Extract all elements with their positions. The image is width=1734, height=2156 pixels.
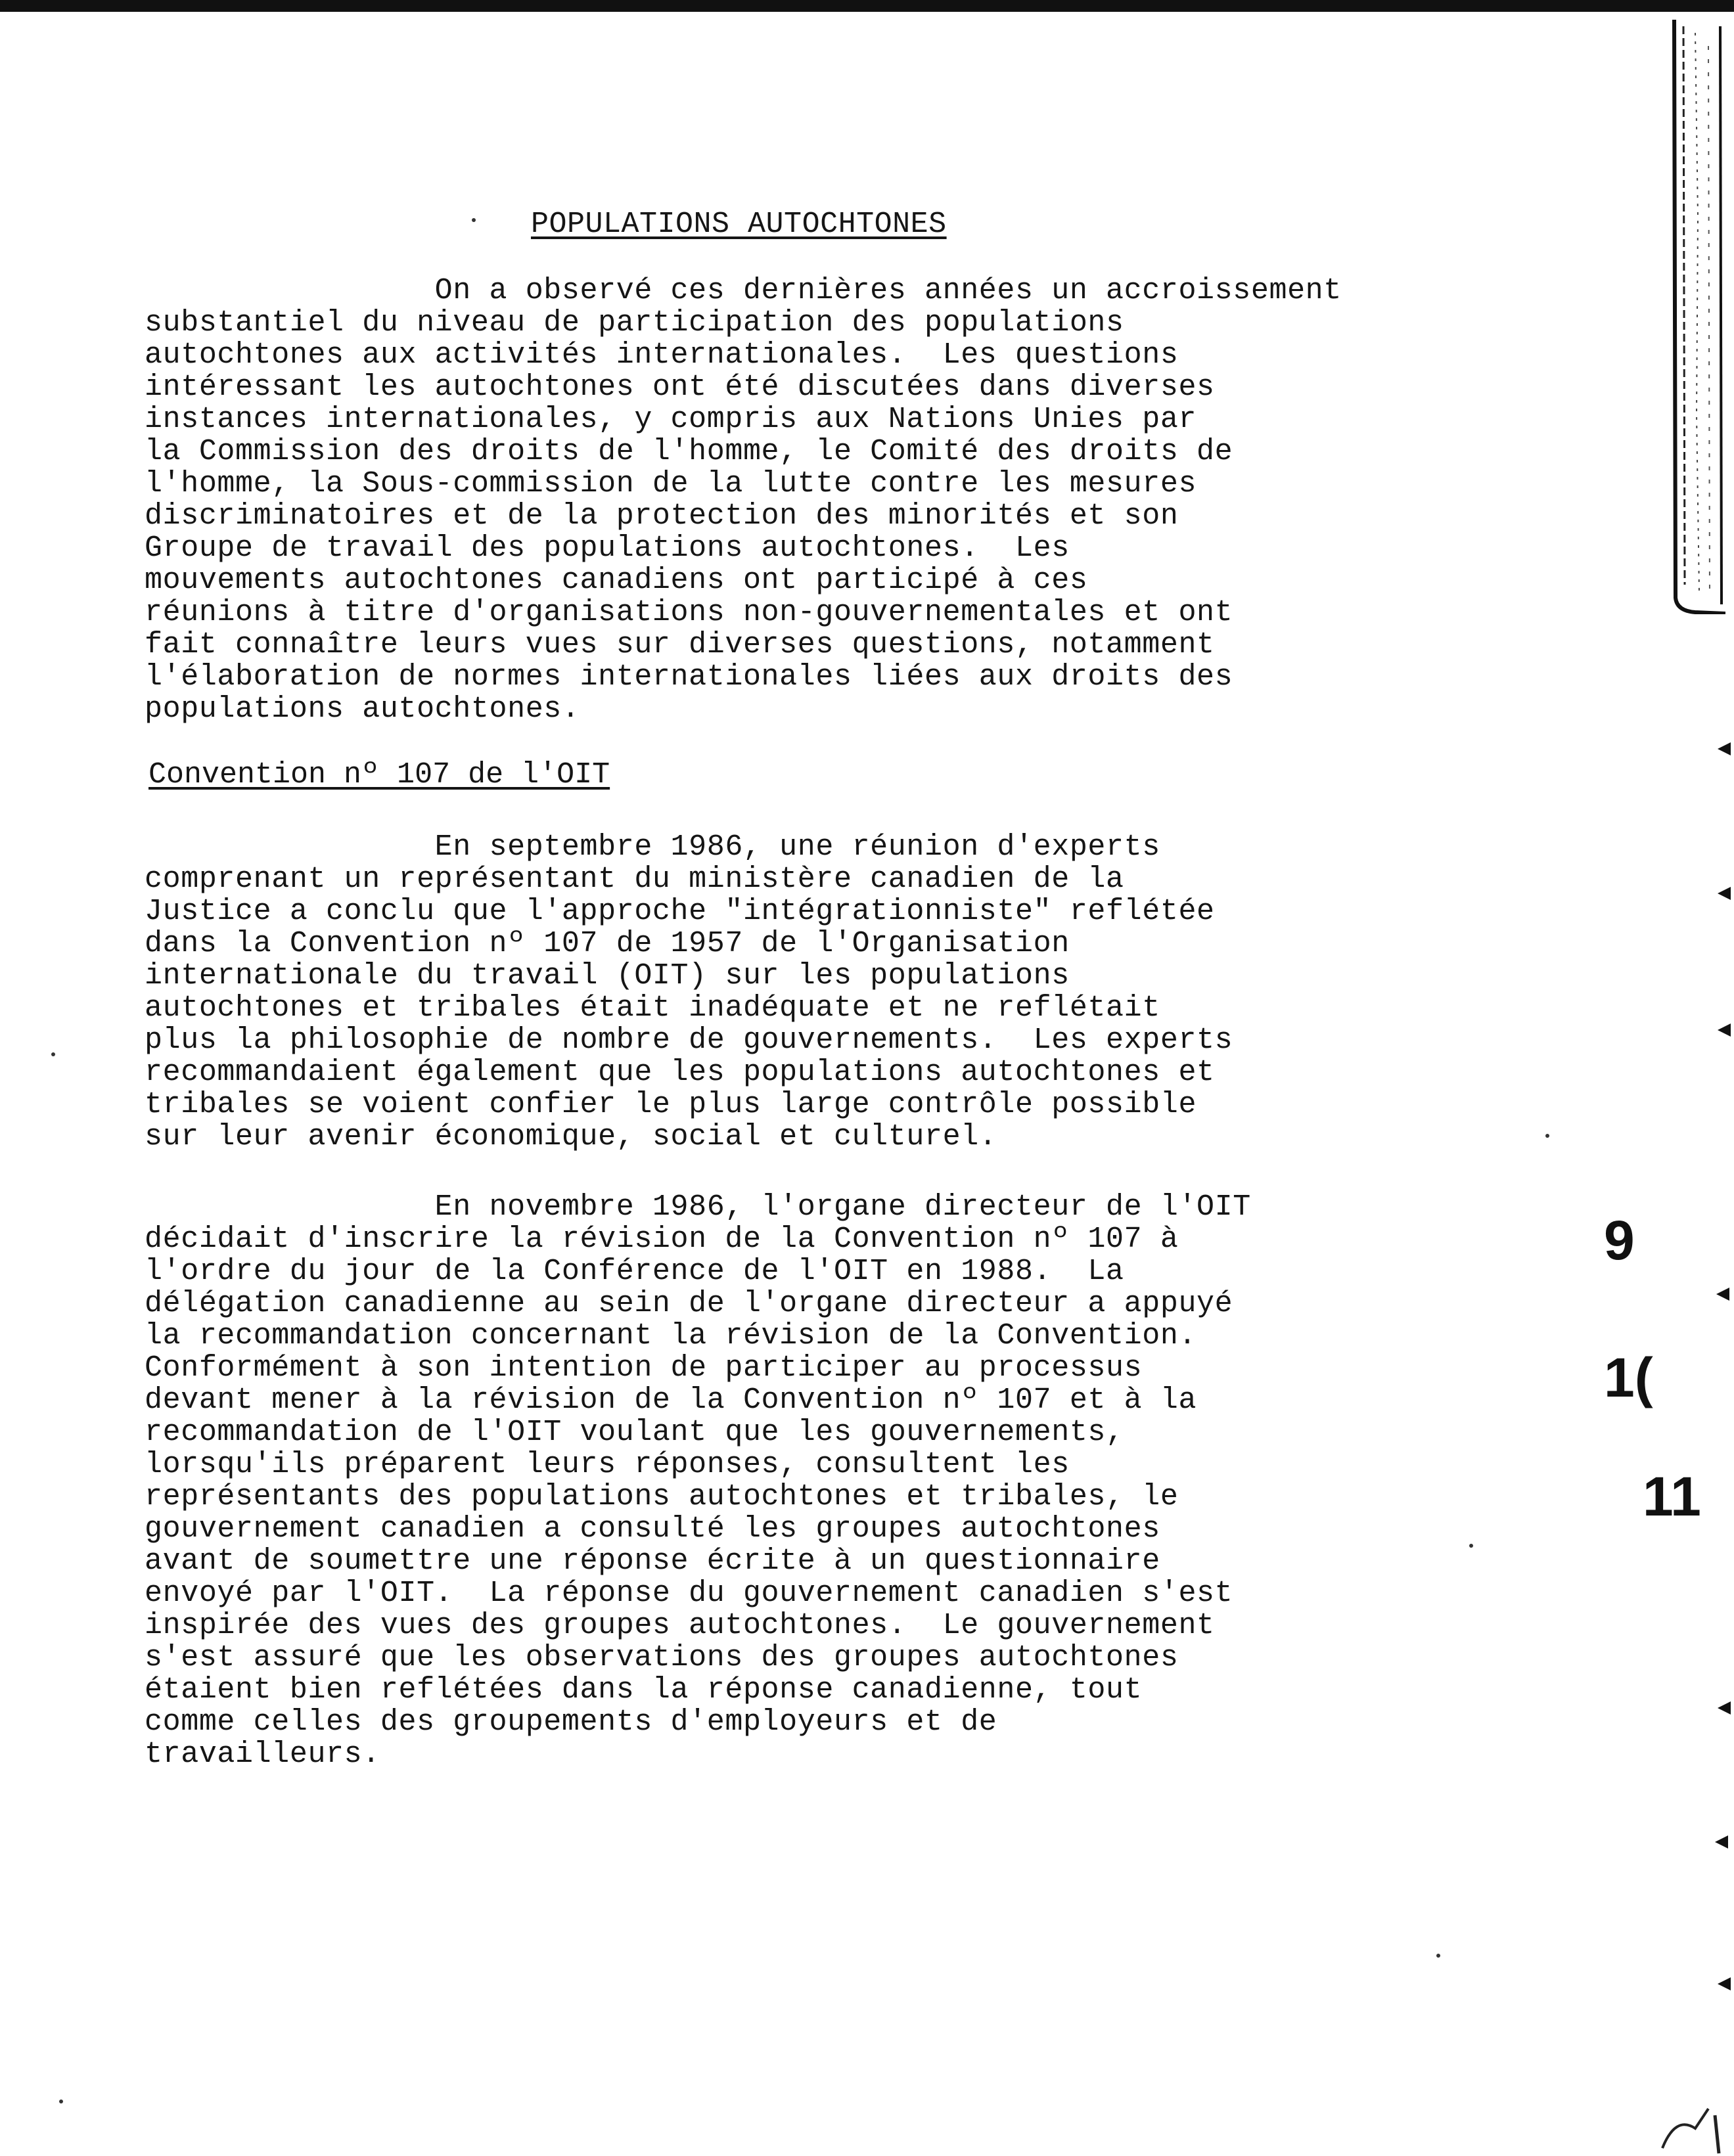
section-paragraph-2 — [145, 1191, 1251, 1770]
text-line: l'ordre du jour de la Conférence de l'OIT en 1988. La — [145, 1255, 1124, 1288]
text-line: travailleurs. — [145, 1738, 380, 1771]
text-line: tribales se voient confier le plus large contrôle possible — [145, 1088, 1197, 1121]
text-line: On a observé ces dernières années un accroissement — [145, 274, 1342, 307]
text-line: internationale du travail (OIT) sur les populations — [145, 959, 1070, 993]
text-line: discriminatoires et de la protection des minorités et son — [145, 499, 1179, 533]
text-line: comprenant un représentant du ministère canadien de la — [145, 863, 1124, 896]
scan-edge-arrow-icon — [1718, 742, 1731, 755]
text-line: recommandaient également que les populations autochtones et — [145, 1056, 1215, 1089]
text-line: avant de soumettre une réponse écrite à un questionnaire — [145, 1544, 1160, 1578]
text-line: devant mener à la révision de la Convention nº 107 et à la — [145, 1383, 1197, 1417]
text-line: autochtones et tribales était inadéquate et ne reflétait — [145, 991, 1160, 1025]
intro-paragraph — [145, 275, 1342, 725]
text-line: Groupe de travail des populations autochtones. Les — [145, 531, 1070, 565]
text-line: dans la Convention nº 107 de 1957 de l'Organisation — [145, 927, 1070, 960]
text-line: l'homme, la Sous-commission de la lutte contre les mesures — [145, 467, 1197, 501]
text-line: instances internationales, y compris aux Nations Unies par — [145, 403, 1197, 436]
scan-speck — [1436, 1954, 1440, 1958]
text-line: populations autochtones. — [145, 692, 580, 726]
text-line: substantiel du niveau de participation des populations — [145, 306, 1124, 340]
text-line: En septembre 1986, une réunion d'experts — [145, 830, 1160, 864]
text-line: recommandation de l'OIT voulant que les gouvernements, — [145, 1416, 1124, 1449]
scan-speck — [472, 218, 476, 222]
scan-edge-arrow-icon — [1716, 1288, 1729, 1301]
margin-marker-9: 9 — [1604, 1209, 1635, 1271]
section-paragraph-1 — [145, 831, 1233, 1153]
scan-edge-arrow-icon — [1718, 1023, 1731, 1037]
scan-speck — [59, 2100, 63, 2103]
section-heading: Convention nº 107 de l'OIT — [148, 758, 610, 792]
text-line: autochtones aux activités internationales. Les questions — [145, 338, 1179, 372]
text-line: s'est assuré que les observations des groupes autochtones — [145, 1641, 1179, 1674]
text-line: fait connaître leurs vues sur diverses questions, notamment — [145, 628, 1215, 662]
text-line: étaient bien reflétées dans la réponse canadienne, tout — [145, 1673, 1143, 1707]
text-line: En novembre 1986, l'organe directeur de l'OIT — [145, 1190, 1251, 1224]
margin-marker-10: 1( — [1604, 1347, 1653, 1408]
text-line: représentants des populations autochtones et tribales, le — [145, 1480, 1179, 1514]
scan-top-border — [0, 0, 1734, 12]
scan-speck — [1469, 1544, 1473, 1548]
text-line: gouvernement canadien a consulté les groupes autochtones — [145, 1512, 1160, 1546]
text-line: la recommandation concernant la révision de la Convention. — [145, 1319, 1197, 1353]
text-line: comme celles des groupements d'employeurs et de — [145, 1705, 997, 1739]
margin-marker-11: 11 — [1643, 1466, 1701, 1527]
scan-edge-arrow-icon — [1718, 1977, 1731, 1990]
scan-corner-mark — [1656, 2102, 1728, 2155]
text-line: intéressant les autochtones ont été discutées dans diverses — [145, 371, 1215, 404]
scan-edge-arrow-icon — [1718, 887, 1731, 900]
text-line: mouvements autochtones canadiens ont participé à ces — [145, 564, 1088, 597]
text-line: décidait d'inscrire la révision de la Convention nº 107 à — [145, 1223, 1179, 1256]
scan-speck — [51, 1052, 55, 1056]
text-line: Conformément à son intention de participer au processus — [145, 1351, 1143, 1385]
text-line: lorsqu'ils préparent leurs réponses, consultent les — [145, 1448, 1070, 1481]
text-line: la Commission des droits de l'homme, le Comité des droits de — [145, 435, 1233, 468]
text-line: délégation canadienne au sein de l'organe directeur a appuyé — [145, 1287, 1233, 1320]
text-line: l'élaboration de normes internationales liées aux droits des — [145, 660, 1233, 694]
scan-edge-arrow-icon — [1718, 1701, 1731, 1715]
scan-page-edge — [1669, 20, 1725, 614]
text-line: envoyé par l'OIT. La réponse du gouvernement canadien s'est — [145, 1577, 1233, 1610]
text-line: inspirée des vues des groupes autochtones. Le gouvernement — [145, 1609, 1215, 1642]
scan-edge-arrow-icon — [1715, 1835, 1728, 1849]
page-title: POPULATIONS AUTOCHTONES — [531, 208, 947, 241]
text-line: sur leur avenir économique, social et culturel. — [145, 1120, 997, 1154]
text-line: réunions à titre d'organisations non-gouvernementales et ont — [145, 596, 1233, 629]
text-line: plus la philosophie de nombre de gouvernements. Les experts — [145, 1023, 1233, 1057]
text-line: Justice a conclu que l'approche "intégrationniste" reflétée — [145, 895, 1215, 928]
scan-speck — [1545, 1134, 1549, 1138]
